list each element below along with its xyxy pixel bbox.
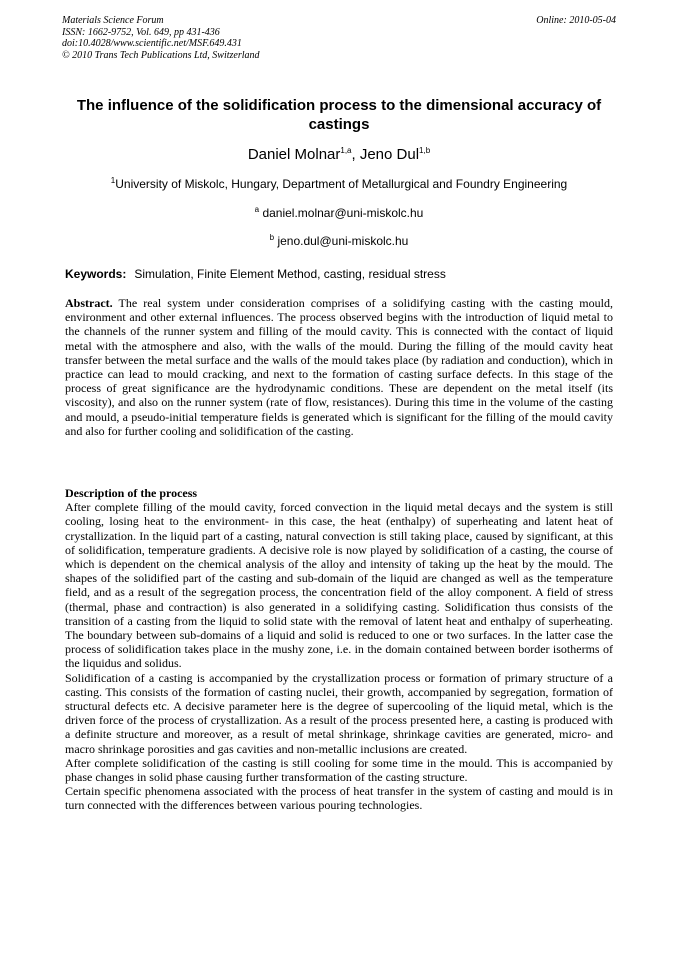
body-paragraph: After complete filling of the mould cavity, forced convection in the liquid metal decays and the system is still cooling, losing heat to the environment- in this case, the heat (enthalpy) of superheating and latent heat of crystallization. In the liquid part of a casting, natural convection is still taking place, caused by significant, at this of solidification, temperature gradients. A decisive role is now played by solidification of a casting, the course of which is dependent on the chemical analysis of the alloy and intensity of taking up the heat by the mould. The shapes of the solidified part of the casting and sub-domain of the liquid are changed as well as the temperature field, and as a result of the segregation process, the concentration field of the alloy component. A field of stress (thermal, phase and contraction) is also generated in a solidifying casting. Solidification thus consists of the transition of a casting from the liquid to solid state with the removal of latent heat and enthalpy of superheating. The boundary between sub-domains of a liquid and solid is reduced to one or two surfaces. In the latter case the process of solidification takes place in the mushy zone, i.e. in the domain contained between border isotherms of the liquidus and solidus. [65, 500, 613, 671]
email-address: jeno.dul@uni-miskolc.hu [277, 234, 409, 248]
journal-header [62, 15, 616, 61]
online-date: Online: 2010-05-04 [536, 15, 616, 26]
doi-line: doi:10.4028/www.scientific.net/MSF.649.431 [62, 38, 242, 50]
author-affiliation-marker: 1,a [340, 146, 352, 155]
body-paragraph: Certain specific phenomena associated with the process of heat transfer in the system of casting and mould is in turn connected with the differences between various pouring technologies. [65, 784, 613, 813]
abstract-label: Abstract. [65, 296, 113, 310]
author-separator: , [351, 146, 360, 163]
affiliation-text: University of Miskolc, Hungary, Department of Metallurgical and Foundry Engineering [115, 177, 568, 191]
email-address: daniel.molnar@uni-miskolc.hu [262, 206, 424, 220]
copyright-line: © 2010 Trans Tech Publications Ltd, Switzerland [62, 49, 260, 61]
affiliation-marker: 1 [110, 176, 116, 185]
author-email [0, 234, 678, 249]
author-list [0, 146, 678, 164]
email-marker: b [269, 233, 275, 242]
keywords-label: Keywords: [65, 267, 127, 281]
author-affiliation-marker: 1,b [419, 146, 431, 155]
author-name: Jeno Dul [359, 146, 420, 163]
affiliation [0, 177, 678, 192]
keywords [65, 267, 625, 282]
journal-name: Materials Science Forum [62, 15, 164, 26]
author-name: Daniel Molnar [247, 146, 341, 163]
abstract [65, 296, 613, 438]
email-marker: a [254, 205, 260, 214]
abstract-text: The real system under consideration comprises of a solidifying casting with the casting mould, environment and other external influences. The process observed begins with the introduction of liquid metal to the channels of the runner system and filling of the mould cavity. This is connected with the contact of liquid metal with the atmosphere and also, with the walls of the mould. During the filling of the mould cavity heat transfer between the metal surface and the walls of the mould takes place (by radiation and conduction), which in practice can lead to mould cracking, and next to the formation of casting surface defects. In this stage of the process of great significance are the hydrodynamic conditions. These are dependent on the metal itself (its viscosity), and also on the runner system (rate of flow, resistances). During this time in the volume of the casting and mould, a pseudo-initial temperature fields is generated which is significant for the filling of the mould cavity and also for further cooling and solidification of the casting. [65, 296, 613, 438]
keywords-text: Simulation, Finite Element Method, casting, residual stress [134, 267, 446, 281]
issn-line: ISSN: 1662-9752, Vol. 649, pp 431-436 [62, 26, 220, 38]
author-email [0, 206, 678, 221]
body-paragraph: After complete solidification of the casting is still cooling for some time in the mould. This is accompanied by phase changes in solid phase causing further transformation of the casting structure. [65, 755, 613, 785]
body-paragraph: Solidification of a casting is accompanied by the crystallization process or formation of primary structure of a casting. This consists of the formation of casting nuclei, their growth, accompanied by segregation, formation of structural defects etc. A decisive parameter here is the degree of supercooling of the liquid metal, which is the driven force of the process of crystallization. As a result of the process presented here, a casting is produced with a definite structure and moreover, as a result of metal shrinkage, shrinkage cavities are generated, micro- and macro shrinkage porosities and gas cavities and non-metallic inclusions are created. [65, 670, 613, 756]
paper-title: The influence of the solidification process to the dimensional accuracy of castings [76, 97, 602, 133]
section-heading: Description of the process [65, 486, 198, 500]
section-description [65, 486, 613, 813]
